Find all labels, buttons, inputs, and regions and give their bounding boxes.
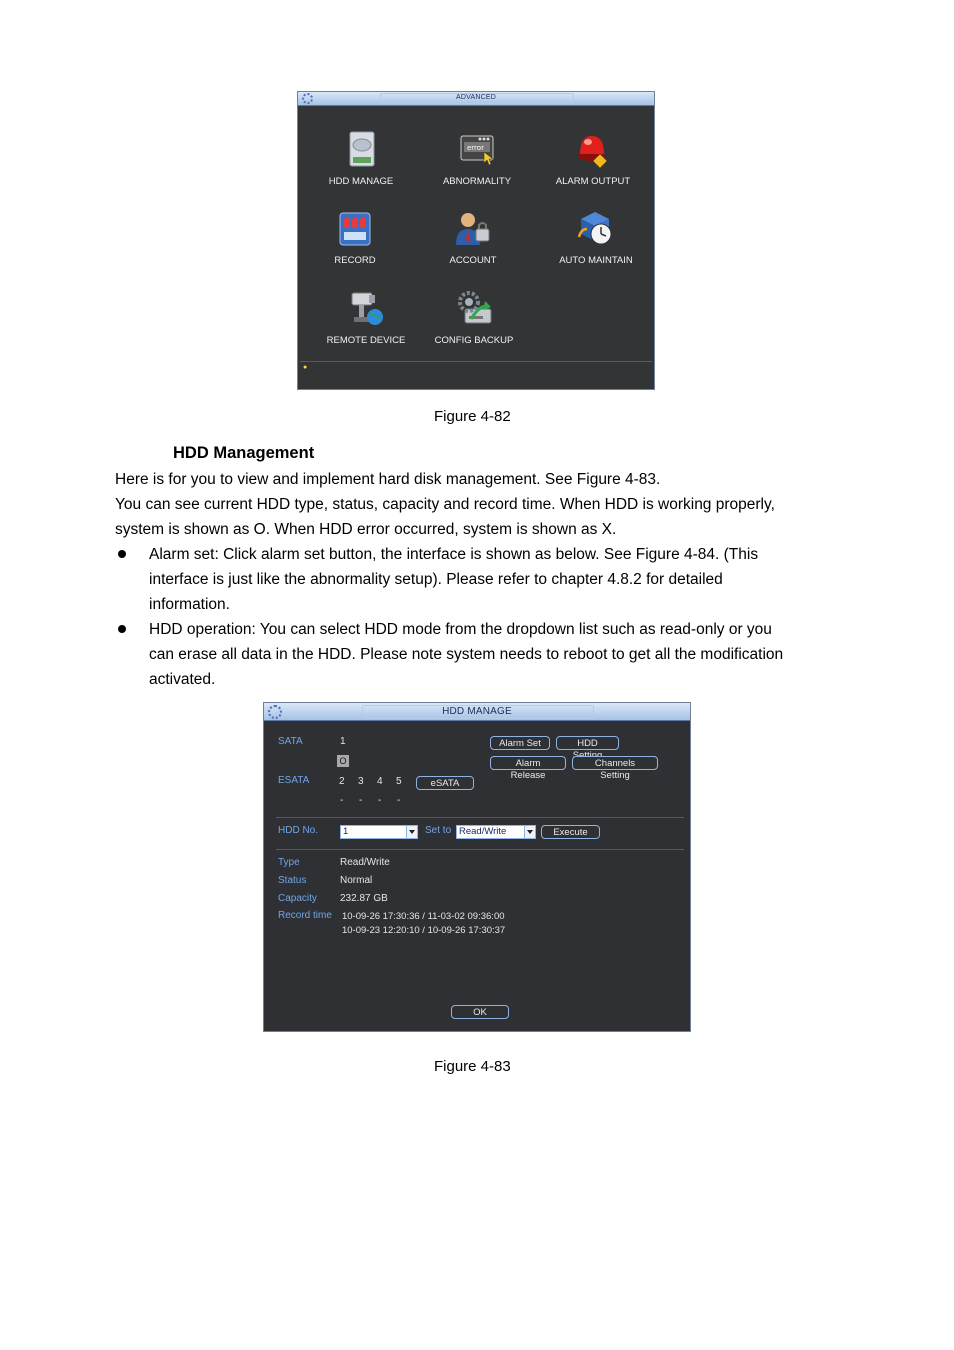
set-to-value: Read/Write [459, 826, 507, 837]
esata-status: - [359, 795, 363, 806]
hdd-manage-title-bar [264, 703, 690, 721]
divider [276, 817, 684, 818]
bullet-2-line-2: can erase all data in the HDD. Please note system needs to reboot to get all the modification [149, 646, 784, 663]
alarm-light-icon [574, 130, 612, 168]
hdd-manage-window [263, 702, 691, 1032]
bullet-2-line-3: activated. [149, 671, 216, 688]
record-time-label: Record time [278, 910, 332, 921]
esata-number: 4 [377, 776, 383, 787]
bullet-icon [118, 625, 126, 633]
paragraph-2-line-1: You can see current HDD type, status, capacity and record time. When HDD is working properly, [115, 496, 775, 513]
capacity-value: 232.87 GB [340, 893, 388, 904]
figure-4-83-caption: Figure 4-83 [434, 1058, 511, 1075]
esata-number: 5 [396, 776, 402, 787]
paragraph-1: Here is for you to view and implement hard disk management. See Figure 4-83. [115, 471, 661, 488]
record-time-entry: 10-09-23 12:20:10 / 10-09-26 17:30:37 [342, 925, 506, 936]
sata-label: SATA [278, 736, 303, 747]
capacity-label: Capacity [278, 893, 317, 904]
advanced-window [297, 91, 655, 390]
account-icon [454, 209, 492, 247]
sata-number: 1 [340, 736, 346, 747]
advanced-title-bar [298, 92, 654, 106]
set-to-dropdown[interactable] [456, 825, 536, 839]
channels-setting-button[interactable]: Channels Setting [572, 756, 658, 770]
bullet-icon [118, 550, 126, 558]
figure-4-82-caption: Figure 4-82 [434, 408, 511, 425]
auto-maintain-icon [577, 209, 615, 247]
hdd-no-value: 1 [343, 826, 349, 837]
divider [276, 849, 684, 850]
hint-light-icon: ● [303, 364, 308, 371]
svg-text:error: error [467, 144, 484, 152]
type-value: Read/Write [340, 857, 390, 868]
paragraph-2-line-2: system is shown as O. When HDD error occurred, system is shown as X. [115, 521, 617, 538]
esata-label: ESATA [278, 775, 310, 786]
hdd-manage-title: HDD MANAGE [442, 706, 512, 717]
ok-button[interactable]: OK [451, 1005, 509, 1019]
section-heading: HDD Management [173, 444, 315, 462]
hdd-setting-button[interactable]: HDD [556, 736, 619, 750]
record-time-entry: 10-09-26 17:30:36 / 11-03-02 09:36:00 [342, 911, 505, 922]
status-value: Normal [340, 875, 373, 886]
status-label: Status [278, 875, 307, 886]
menu-label: ALARM OUTPUT [555, 176, 631, 187]
bullet-1-line-3: information. [149, 596, 230, 613]
bullet-1-line-1: Alarm set: Click alarm set button, the interface is shown as below. See Figure 4-84. (This [149, 546, 759, 563]
hdd-no-dropdown[interactable] [340, 825, 418, 839]
config-backup-icon [455, 289, 493, 327]
esata-status: - [378, 795, 382, 806]
esata-button[interactable]: eSATA [416, 776, 474, 790]
menu-label: ABNORMALITY [442, 176, 512, 187]
esata-number: 2 [339, 776, 345, 787]
menu-label: RECORD [334, 255, 376, 266]
esata-number: 3 [358, 776, 364, 787]
menu-label: ACCOUNT [449, 255, 497, 266]
chevron-down-icon[interactable] [406, 826, 417, 838]
set-to-label: Set to [425, 825, 452, 836]
execute-button[interactable]: Execute [541, 825, 600, 839]
menu-label: HDD MANAGE [328, 176, 394, 187]
menu-label: CONFIG BACKUP [434, 335, 514, 346]
remote-device-icon [347, 289, 385, 327]
menu-label: REMOTE DEVICE [326, 335, 406, 346]
error-icon [458, 130, 496, 168]
bullet-2-line-1: HDD operation: You can select HDD mode from the dropdown list such as read-only or you [149, 621, 772, 638]
menu-label: AUTO MAINTAIN [559, 255, 633, 266]
chevron-down-icon[interactable] [524, 826, 535, 838]
hdd-icon [342, 130, 380, 168]
hdd-no-label: HDD No. [278, 825, 319, 836]
sata-status-indicator[interactable]: O [337, 755, 349, 767]
esata-status: - [397, 795, 401, 806]
esata-status: - [340, 795, 344, 806]
footer-divider [300, 361, 652, 362]
type-label: Type [278, 857, 300, 868]
advanced-title: ADVANCED [456, 94, 496, 101]
alarm-release-button[interactable]: Alarm Release [490, 756, 566, 770]
bullet-1-line-2: interface is just like the abnormality setup). Please refer to chapter 4.8.2 for detailed [149, 571, 723, 588]
record-icon [336, 209, 374, 247]
alarm-set-button[interactable]: Alarm Set [490, 736, 550, 750]
